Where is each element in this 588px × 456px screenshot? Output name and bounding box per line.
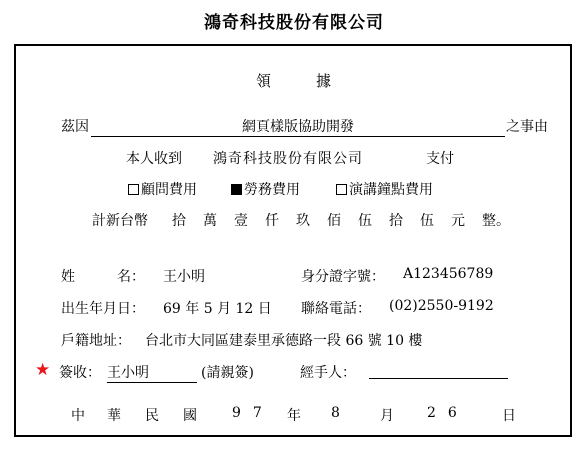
amount-char: 玖: [296, 213, 310, 229]
receipt-title: [0, 70, 588, 91]
signer-name: 王小明: [107, 362, 197, 383]
star-icon: ★: [35, 360, 51, 380]
name-label: 姓 名：: [61, 269, 145, 285]
date-month-unit: 月: [380, 408, 394, 424]
lecture-checkbox[interactable]: [336, 184, 347, 195]
fee-type-consulting[interactable]: [128, 179, 197, 199]
amount-char: 壹: [234, 213, 248, 229]
amount-char: 元: [451, 213, 465, 229]
phone-value: (02)2550-9192: [389, 298, 494, 314]
era-char: 中: [71, 408, 85, 424]
amount-char: 整。: [482, 213, 510, 229]
sign-note: (請親簽): [201, 365, 254, 381]
consulting-checkbox[interactable]: [128, 184, 139, 195]
era-char: 國: [183, 408, 197, 424]
fee-type-lecture[interactable]: [336, 179, 433, 199]
amount-char: 仟: [265, 213, 279, 229]
amount-char: 萬: [203, 213, 217, 229]
handler-label: 經手人：: [300, 365, 356, 381]
fee-type-label: 演講鐘點費用: [349, 182, 433, 198]
labor-checkbox[interactable]: [231, 184, 242, 195]
cause-content: 網頁樣版協助開發: [91, 116, 505, 137]
handler-signature-field[interactable]: [369, 363, 508, 379]
address-value: 台北市大同區建泰里承德路一段 66 號 10 樓: [145, 333, 423, 349]
date-year: 97: [232, 405, 274, 421]
birth-value: 69 年 5 月 12 日: [163, 301, 272, 317]
amount-prefix: 計新台幣: [92, 213, 148, 229]
id-value: A123456789: [403, 266, 494, 282]
fee-type-label: 顧問費用: [141, 182, 197, 198]
company-title: 鴻奇科技股份有限公司: [204, 13, 384, 33]
fee-type-labor[interactable]: [231, 179, 300, 199]
received-company: 鴻奇科技股份有限公司: [213, 151, 363, 167]
received-suffix: 支付: [426, 151, 454, 167]
amount-char: 拾: [172, 213, 186, 229]
address-label: 戶籍地址：: [61, 333, 131, 349]
date-day-unit: 日: [502, 408, 516, 424]
date-month: 8: [331, 405, 340, 421]
name-value: 王小明: [163, 269, 205, 285]
cause-prefix: 茲因: [61, 119, 89, 135]
era-char: 民: [145, 408, 159, 424]
era-char: 華: [107, 408, 121, 424]
amount-line: [92, 210, 527, 230]
receipt-title-char-2: 據: [316, 72, 333, 90]
birth-label: 出生年月日：: [61, 301, 145, 317]
fee-type-label: 勞務費用: [244, 182, 300, 198]
cause-suffix: 之事由: [506, 119, 548, 135]
receipt-title-char-1: 領: [255, 72, 272, 90]
date-day: 26: [427, 405, 469, 421]
date-year-unit: 年: [287, 408, 301, 424]
sign-label: 簽收：: [59, 365, 101, 381]
phone-label: 聯絡電話：: [301, 301, 371, 317]
amount-char: 伍: [358, 213, 372, 229]
amount-char: 佰: [327, 213, 341, 229]
amount-char: 伍: [420, 213, 434, 229]
received-prefix: 本人收到: [126, 151, 182, 167]
id-label: 身分證字號：: [301, 269, 385, 285]
amount-char: 拾: [389, 213, 403, 229]
